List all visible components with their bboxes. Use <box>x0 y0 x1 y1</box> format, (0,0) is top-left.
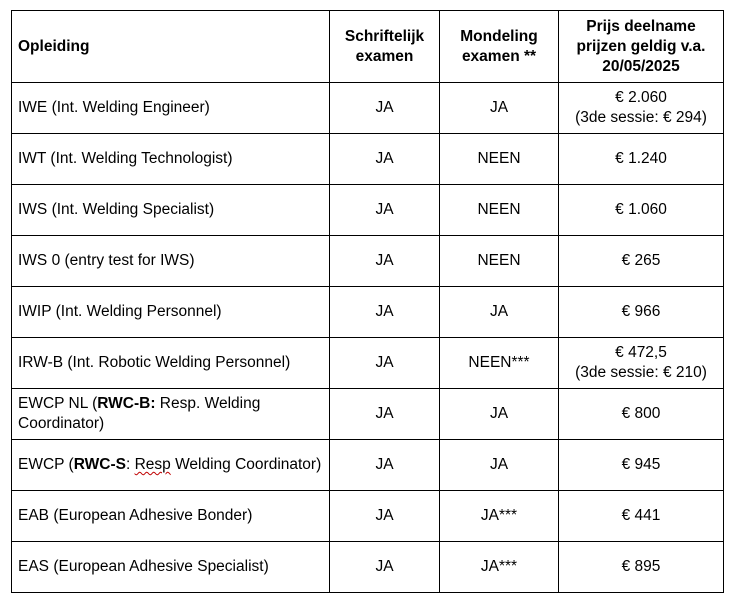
oral-exam: JA <box>440 389 559 440</box>
oral-exam: NEEN*** <box>440 338 559 389</box>
written-exam: JA <box>330 338 440 389</box>
table-row <box>12 287 724 338</box>
table-row <box>12 491 724 542</box>
price: € 1.060 <box>559 185 724 236</box>
table-row <box>12 236 724 287</box>
price: € 472,5 <box>615 344 667 361</box>
price: € 441 <box>559 491 724 542</box>
table-row <box>12 185 724 236</box>
course-name: IWIP (Int. Welding Personnel) <box>12 287 330 338</box>
price: € 2.060 <box>615 89 667 106</box>
written-exam: JA <box>330 542 440 593</box>
price: € 265 <box>559 236 724 287</box>
oral-exam: JA*** <box>440 491 559 542</box>
table-row <box>12 440 724 491</box>
written-exam: JA <box>330 83 440 134</box>
course-name: IWS (Int. Welding Specialist) <box>12 185 330 236</box>
price-note: (3de sessie: € 294) <box>575 109 707 126</box>
oral-exam: JA*** <box>440 542 559 593</box>
course-name-rest: : <box>125 456 135 473</box>
price-note: (3de sessie: € 210) <box>575 364 707 381</box>
price: € 945 <box>559 440 724 491</box>
spellcheck-word: Resp <box>134 456 171 473</box>
written-exam: JA <box>330 440 440 491</box>
course-name-rest: Resp. Welding Coordinator) <box>18 395 261 432</box>
oral-exam: JA <box>440 83 559 134</box>
written-exam: JA <box>330 287 440 338</box>
written-exam: JA <box>330 389 440 440</box>
price: € 800 <box>559 389 724 440</box>
header-row <box>12 11 724 83</box>
header-prijs: Prijs deelname prijzen geldig v.a. 20/05/2025 <box>559 11 724 83</box>
table-row <box>12 338 724 389</box>
prices-table <box>11 10 724 593</box>
course-name <box>12 389 330 440</box>
course-name: IWE (Int. Welding Engineer) <box>12 83 330 134</box>
price-cell <box>559 338 724 389</box>
header-opleiding: Opleiding <box>12 11 330 83</box>
oral-exam: JA <box>440 287 559 338</box>
price: € 966 <box>559 287 724 338</box>
price: € 1.240 <box>559 134 724 185</box>
written-exam: JA <box>330 236 440 287</box>
course-name: IWS 0 (entry test for IWS) <box>12 236 330 287</box>
course-name-prefix: EWCP NL ( <box>18 395 98 412</box>
table-row <box>12 389 724 440</box>
course-name-end: Welding Coordinator) <box>170 456 322 473</box>
oral-exam: NEEN <box>440 134 559 185</box>
header-mondeling: Mondeling examen ** <box>440 11 559 83</box>
written-exam: JA <box>330 491 440 542</box>
course-name: IWT (Int. Welding Technologist) <box>12 134 330 185</box>
table-row <box>12 134 724 185</box>
price-cell <box>559 83 724 134</box>
course-name-prefix: EWCP ( <box>18 456 74 473</box>
course-name <box>12 440 330 491</box>
course-name-bold: RWC-B: <box>97 395 156 412</box>
table-row <box>12 542 724 593</box>
course-name-bold: RWC-S <box>73 456 126 473</box>
price: € 895 <box>559 542 724 593</box>
course-name: IRW-B (Int. Robotic Welding Personnel) <box>12 338 330 389</box>
course-name: EAS (European Adhesive Specialist) <box>12 542 330 593</box>
header-schriftelijk: Schriftelijk examen <box>330 11 440 83</box>
course-name: EAB (European Adhesive Bonder) <box>12 491 330 542</box>
oral-exam: NEEN <box>440 185 559 236</box>
oral-exam: NEEN <box>440 236 559 287</box>
written-exam: JA <box>330 185 440 236</box>
written-exam: JA <box>330 134 440 185</box>
oral-exam: JA <box>440 440 559 491</box>
table-row <box>12 83 724 134</box>
